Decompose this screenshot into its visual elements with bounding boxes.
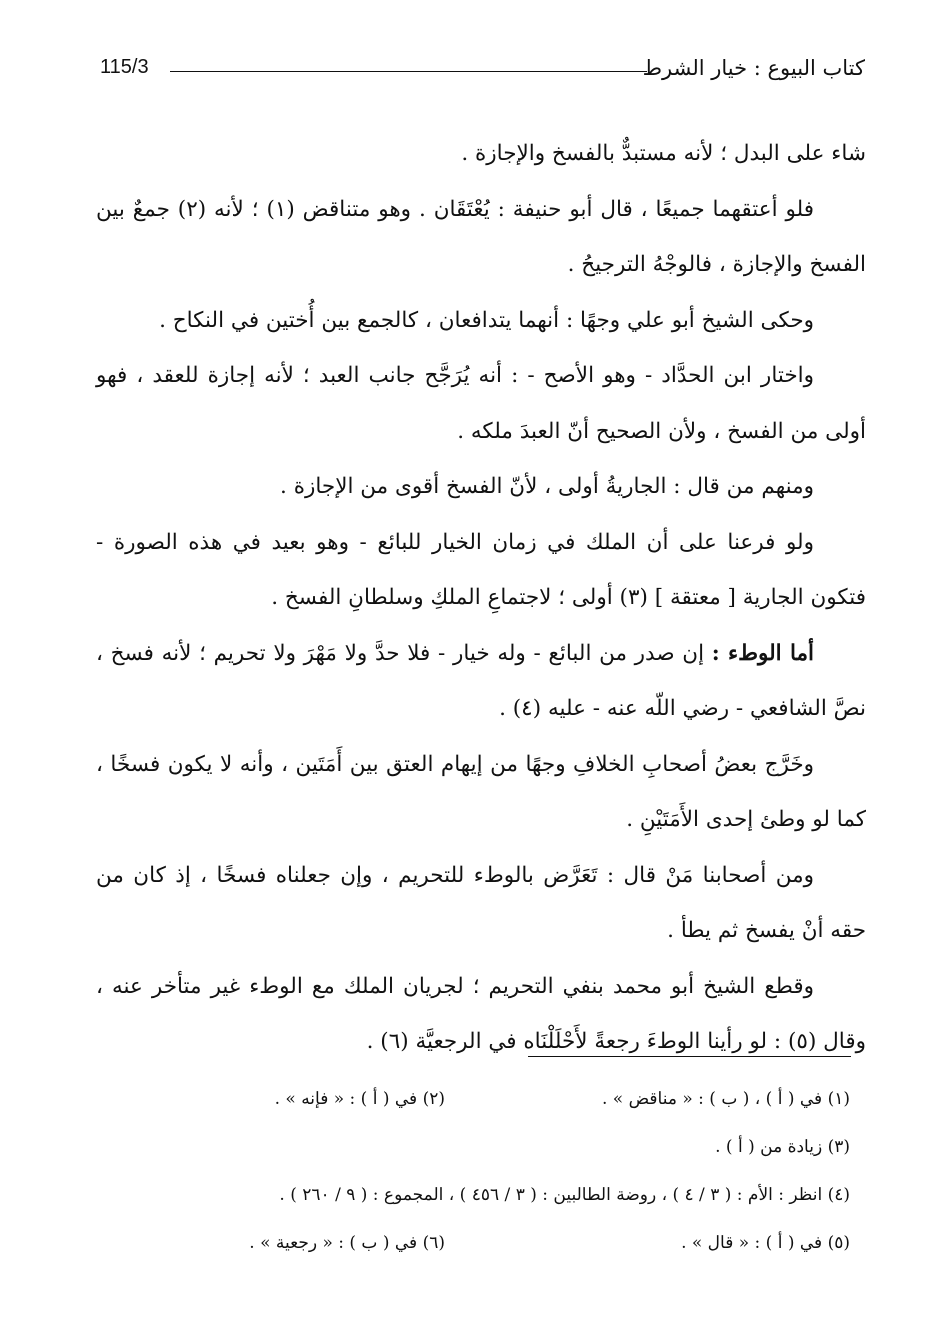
- page-header: [100, 56, 865, 96]
- main-text: [96, 126, 866, 1070]
- page-number: 115/3: [100, 56, 149, 78]
- paragraph: واختار ابن الحدَّاد - وهو الأصح - : أنه يُرَجَّح جانب العبد ؛ لأنه إجازة للعقد ، فهو أولى من الفسخ ، ولأن الصحيح أنّ العبدَ ملكه .: [96, 363, 866, 444]
- footnote-row: [150, 1086, 850, 1134]
- header-rule: [170, 71, 647, 72]
- paragraph: فلو أعتقهما جميعًا ، قال أبو حنيفة : يُعْتَقَان . وهو متناقض (١) ؛ لأنه (٢) جمعٌ بين الفسخ والإجازة ، فالوجْهُ الترجيحُ .: [96, 196, 866, 277]
- paragraph: وقطع الشيخ أبو محمد بنفي التحريم ؛ لجريان الملك مع الوطء غير متأخر عنه ، وقال (٥) : لو رأينا الوطءَ رجعةً لأَحْلَلْنَاه في الرجعيَّة (٦) .: [96, 973, 866, 1054]
- footnote-5: (٥) في ( أ ) : « قال » .: [681, 1233, 850, 1253]
- footnote-row: [150, 1134, 850, 1182]
- footnote-row: [150, 1182, 850, 1230]
- paragraph: وخَرَّج بعضُ أصحابِ الخلافِ وجهًا من إيهام العتق بين أَمَتَين ، وأنه لا يكون فسخًا ، كما لو وطئ إحدى الأَمَتَيْنِ .: [96, 751, 866, 832]
- paragraph: [96, 626, 866, 737]
- paragraph: ومنهم من قال : الجاريةُ أولى ، لأنّ الفسخ أقوى من الإجازة .: [280, 474, 814, 499]
- paragraph: وحكى الشيخ أبو علي وجهًا : أنهما يتدافعان ، كالجمع بين أُختين في النكاح .: [159, 307, 814, 333]
- footnote-4: (٤) انظر : الأم : ( ٣ / ٤ ) ، روضة الطالبين : ( ٣ / ٤٥٦ ) ، المجموع : ( ٩ / ٢٦٠ ) .: [279, 1185, 850, 1205]
- paragraph: ومن أصحابنا مَنْ قال : تَعَرَّض بالوطء للتحريم ، وإن جعلناه فسخًا ، إذ كان من حقه أنْ يفسخ ثم يطأ .: [96, 862, 866, 943]
- paragraph-lead: أما الوطء :: [711, 640, 815, 666]
- paragraph-body: إن صدر من البائع - وله خيار - فلا حدَّ ولا مَهْرَ ولا تحريم ؛ لأنه فسخ ، نصَّ الشافعي - رضي اللّه عنه - عليه (٤) .: [96, 640, 866, 721]
- footnote-6: (٦) في ( ب ) : « رجعية » .: [249, 1233, 445, 1253]
- footnote-row: [150, 1230, 850, 1278]
- footnote-separator: [528, 1056, 851, 1057]
- footnote-2: (٢) في ( أ ) : « فإنه » .: [274, 1089, 445, 1109]
- paragraph: شاء على البدل ؛ لأنه مستبدٌّ بالفسخ والإجازة .: [461, 141, 866, 166]
- running-title: كتاب البيوع : خيار الشرط: [642, 56, 865, 80]
- footnote-1: (١) في ( أ ) ، ( ب ) : « مناقض » .: [601, 1089, 850, 1109]
- footnotes: [150, 1086, 850, 1278]
- paragraph: ولو فرعنا على أن الملك في زمان الخيار للبائع - وهو بعيد في هذه الصورة - فتكون الجارية [ معتقة ] (٣) أولى ؛ لاجتماعِ الملكِ وسلطانِ الفسخ .: [96, 529, 866, 610]
- footnote-3: (٣) زيادة من ( أ ) .: [715, 1137, 850, 1157]
